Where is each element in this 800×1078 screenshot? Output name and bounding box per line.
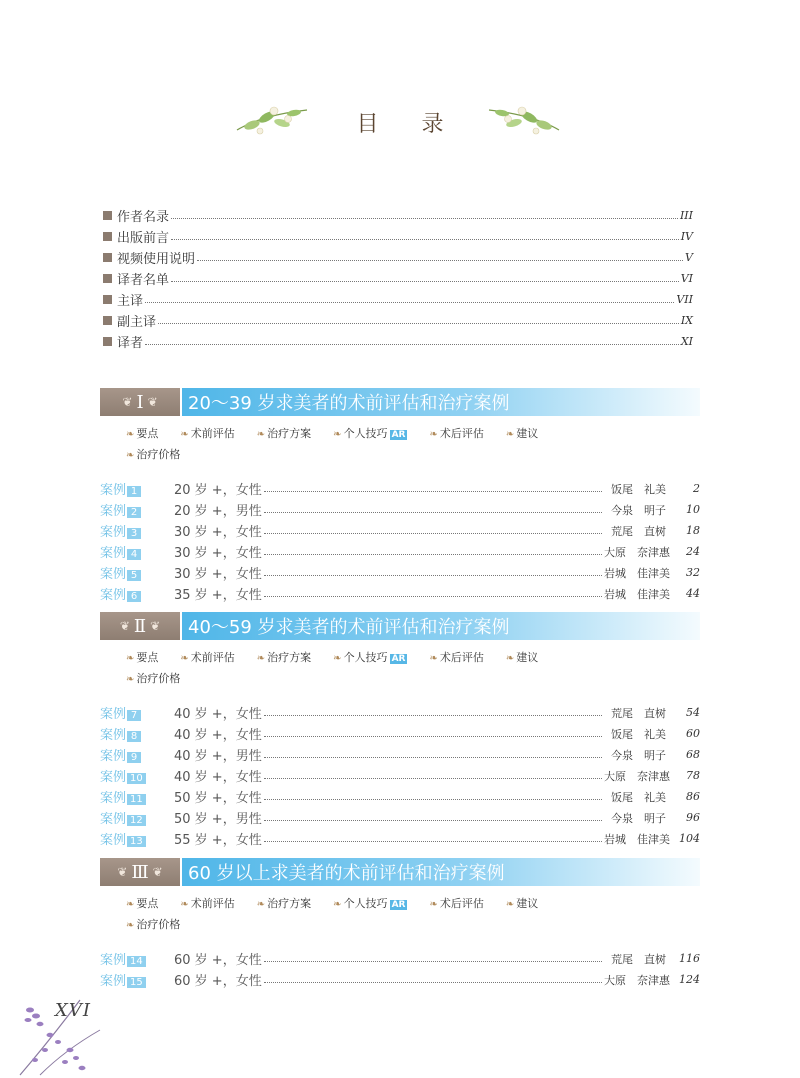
case-entry[interactable]	[100, 948, 700, 969]
case-entry[interactable]	[100, 969, 700, 990]
section-1	[100, 388, 700, 604]
case-entry[interactable]	[100, 807, 700, 828]
dot-leader	[264, 757, 602, 758]
case-page: 32	[686, 566, 700, 579]
entry-page: IX	[680, 314, 693, 327]
bullet-square-icon	[103, 337, 112, 346]
tag-item	[429, 894, 483, 915]
case-prefix: 案例	[100, 953, 127, 968]
leaf-icon: ❧	[256, 429, 266, 440]
tag-label: 建议	[516, 427, 539, 440]
dot-leader	[158, 323, 679, 324]
tag-item	[126, 424, 158, 445]
tag-label: 治疗方案	[267, 651, 312, 664]
tag-label: 术前评估	[190, 897, 235, 910]
leaf-icon: ❧	[126, 450, 135, 461]
tag-label: 要点	[136, 897, 159, 910]
case-prefix: 案例	[100, 504, 127, 519]
case-number: 1	[127, 486, 141, 497]
leaf-icon: ❧	[126, 899, 135, 910]
tag-item	[506, 648, 538, 669]
front-matter-entry[interactable]	[103, 331, 693, 352]
case-author: 荒尾 直树	[611, 952, 666, 966]
section-roman-badge	[100, 612, 180, 640]
dot-leader	[145, 302, 674, 303]
entry-page: VII	[676, 293, 693, 306]
entry-page: XI	[680, 335, 693, 348]
front-matter-entry[interactable]	[103, 247, 693, 268]
tag-item	[506, 894, 538, 915]
entry-label: 视频使用说明	[117, 252, 196, 267]
case-label	[100, 787, 174, 806]
case-page: 68	[686, 748, 700, 761]
ornament-icon: ❦	[122, 395, 133, 409]
tag-item	[257, 648, 311, 669]
section-title: 60 岁以上求美者的术前评估和治疗案例	[182, 858, 700, 886]
leaf-icon: ❧	[256, 899, 266, 910]
tag-item	[126, 648, 158, 669]
tag-label: 术后评估	[439, 897, 484, 910]
case-author: 今泉 明子	[611, 811, 666, 825]
case-prefix: 案例	[100, 833, 127, 848]
dot-leader	[264, 778, 602, 779]
case-label	[100, 584, 174, 603]
case-list	[100, 478, 700, 604]
case-prefix: 案例	[100, 770, 127, 785]
case-label	[100, 521, 174, 540]
case-author: 荒尾 直树	[611, 524, 666, 538]
dot-leader	[171, 281, 679, 282]
page-title: 目 录	[356, 112, 462, 137]
dot-leader	[171, 218, 678, 219]
front-matter-entry[interactable]	[103, 205, 693, 226]
leaf-icon: ❧	[505, 429, 515, 440]
leaf-icon: ❧	[256, 653, 266, 664]
tag-label: 要点	[136, 427, 159, 440]
entry-page: V	[685, 251, 693, 264]
section-roman-numeral: Ⅱ	[133, 615, 147, 637]
tag-item	[333, 648, 407, 669]
tag-label: 要点	[136, 651, 159, 664]
tag-item	[506, 424, 538, 445]
leaf-icon: ❧	[333, 899, 342, 910]
leaf-icon: ❧	[505, 653, 515, 664]
case-page: 86	[686, 790, 700, 803]
leaf-icon: ❧	[429, 653, 438, 664]
case-page: 10	[686, 503, 700, 516]
case-description: 40 岁 +，女性	[174, 728, 262, 743]
tag-item	[180, 424, 234, 445]
case-description: 20 岁 +，女性	[174, 483, 262, 498]
leaf-icon: ❧	[126, 653, 135, 664]
entry-label: 作者名录	[117, 210, 170, 225]
case-prefix: 案例	[100, 567, 127, 582]
dot-leader	[264, 491, 602, 492]
case-number: 9	[127, 752, 141, 763]
case-page: 116	[679, 952, 700, 965]
front-matter-entry[interactable]	[103, 310, 693, 331]
case-label	[100, 724, 174, 743]
case-entry[interactable]	[100, 562, 700, 583]
case-description: 50 岁 +，男性	[174, 812, 262, 827]
tag-label: 治疗方案	[267, 427, 312, 440]
leaf-icon: ❧	[126, 920, 135, 931]
leaf-icon: ❧	[505, 899, 515, 910]
case-author: 大原 奈津惠	[604, 769, 670, 783]
entry-page: VI	[680, 272, 693, 285]
tag-label: 治疗价格	[136, 448, 181, 461]
case-page: 54	[686, 706, 700, 719]
entry-label: 出版前言	[117, 231, 170, 246]
case-prefix: 案例	[100, 728, 127, 743]
case-entry[interactable]	[100, 702, 700, 723]
tag-item	[180, 894, 234, 915]
case-entry[interactable]	[100, 723, 700, 744]
bullet-square-icon	[103, 253, 112, 262]
section-roman-badge	[100, 388, 180, 416]
dot-leader	[264, 820, 602, 821]
case-author: 荒尾 直树	[611, 706, 666, 720]
case-description: 20 岁 +，男性	[174, 504, 262, 519]
case-entry[interactable]	[100, 541, 700, 562]
case-author: 今泉 明子	[611, 748, 666, 762]
case-label	[100, 970, 174, 989]
flower-decoration-right-icon	[484, 95, 564, 145]
tag-item	[429, 648, 483, 669]
tag-label: 建议	[516, 651, 539, 664]
ornament-icon: ❦	[147, 395, 158, 409]
case-description: 60 岁 +，女性	[174, 974, 262, 989]
toc-header	[0, 95, 800, 155]
tag-item	[257, 424, 311, 445]
case-number: 8	[127, 731, 141, 742]
section-tags	[126, 648, 566, 690]
case-prefix: 案例	[100, 974, 127, 989]
case-number: 12	[127, 815, 146, 826]
case-description: 55 岁 +，女性	[174, 833, 262, 848]
section-roman-numeral: Ⅰ	[136, 391, 144, 413]
case-label	[100, 949, 174, 968]
leaf-icon: ❧	[180, 429, 189, 440]
front-matter-entry[interactable]	[103, 226, 693, 247]
case-prefix: 案例	[100, 707, 127, 722]
leaf-icon: ❧	[180, 653, 189, 664]
case-author: 今泉 明子	[611, 503, 666, 517]
tag-label: 术后评估	[439, 427, 484, 440]
entry-page: IV	[680, 230, 693, 243]
case-number: 7	[127, 710, 141, 721]
front-matter-entry[interactable]	[103, 268, 693, 289]
dot-leader	[264, 554, 602, 555]
case-page: 18	[686, 524, 700, 537]
case-description: 40 岁 +，男性	[174, 749, 262, 764]
section-banner	[100, 858, 700, 886]
case-prefix: 案例	[100, 525, 127, 540]
leaf-icon: ❧	[429, 899, 438, 910]
case-page: 44	[686, 587, 700, 600]
case-label	[100, 542, 174, 561]
ar-badge: AR	[391, 654, 406, 664]
case-number: 13	[127, 836, 146, 847]
case-number: 14	[127, 956, 146, 967]
case-author: 饭尾 礼美	[611, 727, 666, 741]
section-tags	[126, 894, 566, 936]
case-number: 11	[127, 794, 146, 805]
case-page: 60	[686, 727, 700, 740]
case-number: 5	[127, 570, 141, 581]
case-entry[interactable]	[100, 744, 700, 765]
dot-leader	[264, 799, 602, 800]
entry-label: 副主译	[117, 315, 157, 330]
bullet-square-icon	[103, 211, 112, 220]
case-label	[100, 808, 174, 827]
case-description: 30 岁 +，女性	[174, 546, 262, 561]
front-matter-list	[103, 205, 693, 352]
bullet-square-icon	[103, 232, 112, 241]
case-number: 10	[127, 773, 146, 784]
tag-item	[333, 424, 407, 445]
case-label	[100, 745, 174, 764]
leaf-icon: ❧	[126, 674, 135, 685]
tag-item	[126, 915, 180, 936]
case-prefix: 案例	[100, 749, 127, 764]
ornament-icon: ❦	[117, 865, 128, 879]
leaf-icon: ❧	[333, 653, 342, 664]
case-description: 35 岁 +，女性	[174, 588, 262, 603]
case-description: 30 岁 +，女性	[174, 567, 262, 582]
bullet-square-icon	[103, 274, 112, 283]
ar-badge: AR	[391, 900, 406, 910]
section-title: 20～39 岁求美者的术前评估和治疗案例	[182, 388, 700, 416]
leaf-icon: ❧	[126, 429, 135, 440]
section-roman-badge	[100, 858, 180, 886]
case-entry[interactable]	[100, 583, 700, 604]
tag-label: 术前评估	[190, 651, 235, 664]
case-description: 50 岁 +，女性	[174, 791, 262, 806]
case-label	[100, 500, 174, 519]
entry-page: III	[679, 209, 693, 222]
tag-label: 治疗价格	[136, 918, 181, 931]
tag-label: 治疗方案	[267, 897, 312, 910]
case-page: 78	[686, 769, 700, 782]
case-page: 124	[679, 973, 700, 986]
tag-label: 术后评估	[439, 651, 484, 664]
dot-leader	[264, 736, 602, 737]
case-author: 岩城 佳津美	[604, 566, 670, 580]
case-description: 30 岁 +，女性	[174, 525, 262, 540]
dot-leader	[145, 344, 679, 345]
tag-label: 术前评估	[190, 427, 235, 440]
tag-label: 建议	[516, 897, 539, 910]
case-entry[interactable]	[100, 520, 700, 541]
dot-leader	[264, 841, 602, 842]
entry-label: 译者名单	[117, 273, 170, 288]
case-entry[interactable]	[100, 478, 700, 499]
case-author: 大原 奈津惠	[604, 973, 670, 987]
dot-leader	[264, 533, 602, 534]
case-entry[interactable]	[100, 828, 700, 849]
tag-item	[126, 669, 180, 690]
section-2	[100, 612, 700, 849]
case-author: 饭尾 礼美	[611, 482, 666, 496]
case-description: 40 岁 +，女性	[174, 770, 262, 785]
case-prefix: 案例	[100, 588, 127, 603]
case-label	[100, 563, 174, 582]
tag-item	[429, 424, 483, 445]
case-number: 15	[127, 977, 146, 988]
dot-leader	[264, 575, 602, 576]
case-author: 岩城 佳津美	[604, 832, 670, 846]
section-banner	[100, 612, 700, 640]
case-page: 96	[686, 811, 700, 824]
tag-item	[180, 648, 234, 669]
dot-leader	[171, 239, 679, 240]
tag-item	[333, 894, 407, 915]
section-title: 40～59 岁求美者的术前评估和治疗案例	[182, 612, 700, 640]
tag-item	[126, 445, 180, 466]
case-number: 6	[127, 591, 141, 602]
case-number: 4	[127, 549, 141, 560]
section-roman-numeral: Ⅲ	[131, 861, 149, 883]
case-author: 饭尾 礼美	[611, 790, 666, 804]
leaf-icon: ❧	[333, 429, 342, 440]
tag-label: 个人技巧	[343, 651, 388, 664]
section-tags	[126, 424, 566, 466]
case-number: 3	[127, 528, 141, 539]
dot-leader	[264, 512, 602, 513]
case-author: 大原 奈津惠	[604, 545, 670, 559]
case-author: 岩城 佳津美	[604, 587, 670, 601]
page-number: XVI	[55, 1000, 91, 1021]
dot-leader	[264, 715, 602, 716]
ornament-icon: ❦	[119, 619, 130, 633]
case-entry[interactable]	[100, 499, 700, 520]
case-page: 2	[693, 482, 700, 495]
case-number: 2	[127, 507, 141, 518]
case-entry[interactable]	[100, 786, 700, 807]
section-banner	[100, 388, 700, 416]
dot-leader	[264, 982, 602, 983]
tag-label: 个人技巧	[343, 427, 388, 440]
case-prefix: 案例	[100, 812, 127, 827]
case-list	[100, 702, 700, 849]
case-label	[100, 829, 174, 848]
entry-label: 译者	[117, 336, 144, 351]
section-3	[100, 858, 700, 990]
leaf-icon: ❧	[429, 429, 438, 440]
tag-label: 治疗价格	[136, 672, 181, 685]
case-description: 60 岁 +，女性	[174, 953, 262, 968]
dot-leader	[264, 961, 602, 962]
ar-badge: AR	[391, 430, 406, 440]
case-label	[100, 766, 174, 785]
ornament-icon: ❦	[152, 865, 163, 879]
case-prefix: 案例	[100, 546, 127, 561]
tag-item	[257, 894, 311, 915]
front-matter-entry[interactable]	[103, 289, 693, 310]
tag-label: 个人技巧	[343, 897, 388, 910]
leaf-icon: ❧	[180, 899, 189, 910]
case-page: 24	[686, 545, 700, 558]
bullet-square-icon	[103, 316, 112, 325]
dot-leader	[264, 596, 602, 597]
entry-label: 主译	[117, 294, 144, 309]
case-entry[interactable]	[100, 765, 700, 786]
bullet-square-icon	[103, 295, 112, 304]
case-list	[100, 948, 700, 990]
case-description: 40 岁 +，女性	[174, 707, 262, 722]
case-label	[100, 703, 174, 722]
tag-item	[126, 894, 158, 915]
ornament-icon: ❦	[150, 619, 161, 633]
case-prefix: 案例	[100, 483, 127, 498]
case-page: 104	[679, 832, 700, 845]
dot-leader	[197, 260, 683, 261]
case-prefix: 案例	[100, 791, 127, 806]
case-label	[100, 479, 174, 498]
